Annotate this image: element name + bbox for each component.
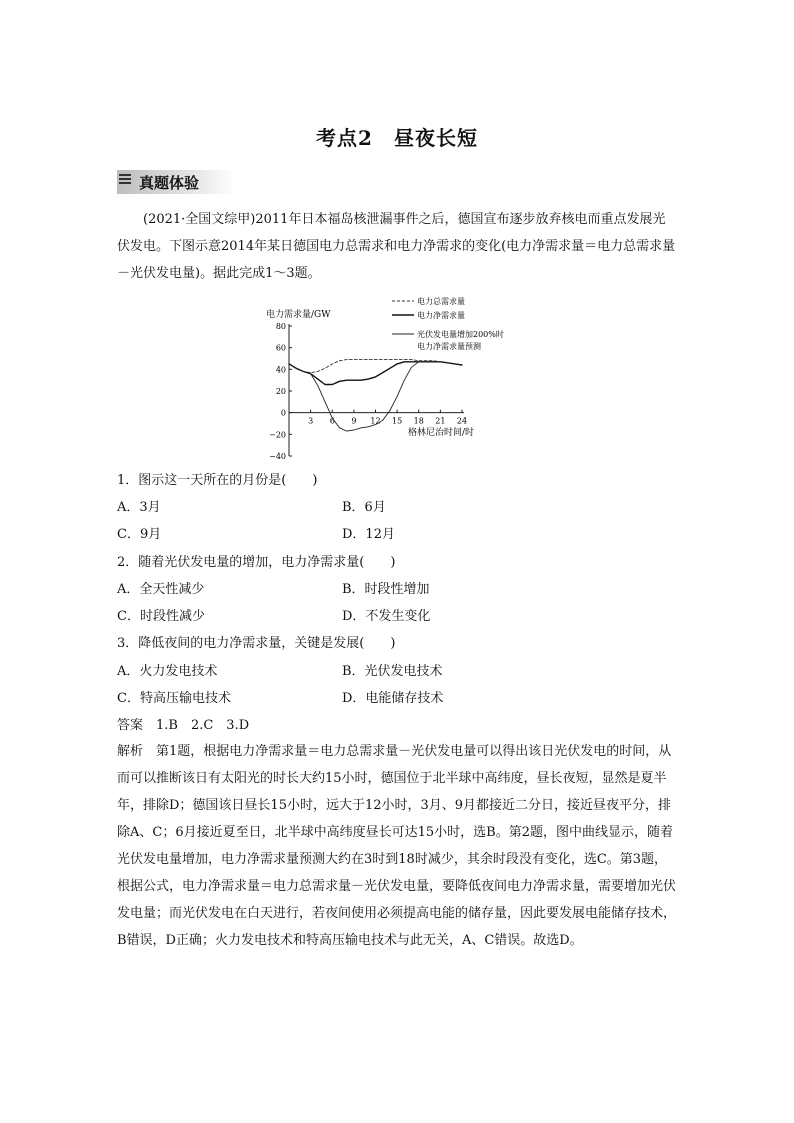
y-tick-label: 0 (280, 408, 286, 418)
x-tick-label: 24 (456, 416, 468, 426)
legend-label-4: 电力净需求量预测 (417, 342, 481, 351)
answer-line: 答案 1.B 2.C 3.D (117, 718, 250, 733)
question-3-option-d: D．电能储存技术 (342, 691, 444, 706)
question-1-option-c: C．9月 (117, 527, 162, 542)
y-tick-label: 20 (275, 387, 286, 396)
analysis-text: 解析 第1题，根据电力净需求量＝电力总需求量－光伏发电量可以得出该日光伏发电的时间，从而可以推断该日有太阳光的时长大约15小时，德国位于北半球中高纬度，昼长夜短，显然是夏半年，排除D；德国该日昼长15小时，远大于12小时，3月、9月都接近二分日，接近昼夜平分，排除A、C；6月接近夏至日，北半球中高纬度昼长可达15小时，选B。第2题，图中曲线显示，随着光伏发电量增加，电力净需求量预测大约在3时到18时减少，其余时段没有变化，选C。第3题，根据公式，电力净需求量＝电力总需求量－光伏发电量，要降低夜间电力净需求量，需要增加光伏发电量；而光伏发电在白天进行，若夜间使用必须提高电能的储存量，因此要发展电能储存技术，B错误，D正确；火力发电技术和特高压输电技术与此无关，A、C错误。故选D。 (117, 744, 677, 948)
y-tick-label: −40 (269, 452, 286, 461)
section-title: 真题体验 (139, 174, 200, 192)
analysis-paragraph (117, 738, 677, 954)
legend-label-2: 电力净需求量 (417, 311, 465, 320)
x-axis-label: 格林尼治时间/时 (408, 428, 475, 438)
question-3-option-a: A．火力发电技术 (117, 664, 218, 679)
question-2-option-d: D．不发生变化 (342, 609, 431, 624)
y-tick-label: −20 (269, 430, 286, 440)
x-tick-label: 3 (308, 416, 314, 426)
x-tick-label: 6 (329, 416, 335, 426)
section-header (117, 170, 235, 194)
power-demand-chart (262, 293, 542, 465)
page-title: 考点2 昼夜长短 (316, 126, 478, 150)
x-tick-label: 12 (370, 416, 381, 426)
x-tick-label: 15 (392, 416, 403, 426)
legend-label-1: 电力总需求量 (417, 297, 465, 306)
x-tick-label: 18 (413, 416, 424, 426)
question-1-option-a: A．3月 (117, 500, 161, 515)
question-2-option-c: C．时段性减少 (117, 609, 205, 624)
legend-label-3: 光伏发电量增加200%时 (417, 330, 504, 339)
question-3-stem: 3．降低夜间的电力净需求量，关键是发展( ) (117, 636, 396, 651)
x-tick-label: 21 (435, 416, 446, 426)
intro-paragraph: (2021·全国文综甲)2011年日本福岛核泄漏事件之后，德国宣布逐步放弃核电而重点发展光伏发电。下图示意2014年某日德国电力总需求和电力净需求的变化(电力净需求量＝电力总需求量－光伏发电量)。据此完成1～3题。 (117, 212, 676, 281)
question-1-stem: 1．图示这一天所在的月份是( ) (117, 473, 318, 488)
question-2-stem: 2．随着光伏发电量的增加，电力净需求量( ) (117, 555, 396, 570)
question-2-option-b: B．时段性增加 (342, 582, 430, 597)
question-2-option-a: A．全天性减少 (117, 582, 205, 597)
question-1-option-d: D．12月 (342, 527, 395, 542)
question-3-option-b: B．光伏发电技术 (342, 664, 443, 679)
y-tick-label: 60 (275, 343, 286, 353)
y-tick-label: 40 (275, 365, 286, 375)
y-tick-label: 80 (275, 322, 286, 331)
question-3-option-c: C．特高压输电技术 (117, 691, 231, 706)
list-icon (119, 174, 131, 188)
x-tick-label: 9 (351, 416, 357, 426)
question-1-option-b: B．6月 (342, 500, 386, 515)
y-axis-label: 电力需求量/GW (266, 310, 331, 320)
